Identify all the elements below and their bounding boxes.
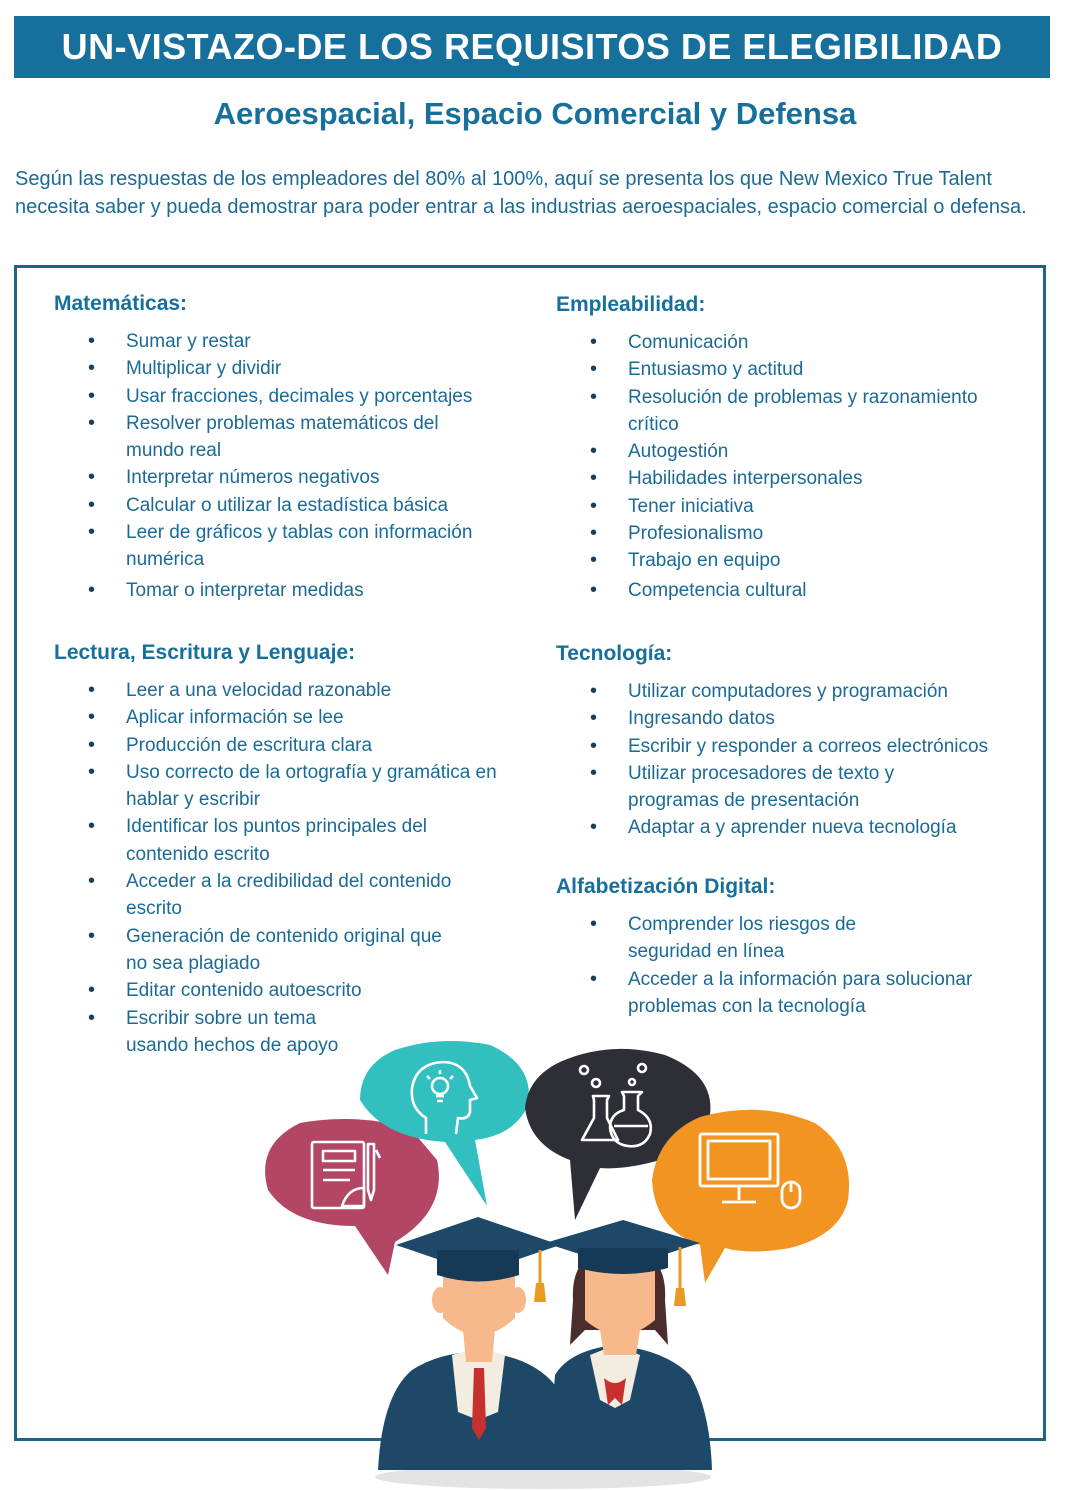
section-employability <box>556 291 1026 604</box>
section-reading-writing <box>54 639 524 1059</box>
list-item: • Competencia cultural <box>556 577 1026 604</box>
list-item: • Escribir y responder a correos electrónicos <box>556 733 1026 760</box>
list-item: • Tomar o interpretar medidas <box>54 577 524 604</box>
list-item: • Resolución de problemas y razonamiento crítico <box>556 384 1026 439</box>
bullet-list <box>556 678 1026 842</box>
section-title: Matemáticas: <box>54 292 188 315</box>
list-item: • Entusiasmo y actitud <box>556 356 1026 383</box>
list-item: • Leer de gráficos y tablas con información numérica <box>54 519 524 574</box>
page-subtitle: Aeroespacial, Espacio Comercial y Defensa <box>213 96 857 131</box>
list-item: • Uso correcto de la ortografía y gramática en hablar y escribir <box>54 759 524 814</box>
section-technology <box>556 640 1026 842</box>
list-item: • Escribir sobre un tema usando hechos de apoyo <box>54 1005 524 1060</box>
list-item: • Trabajo en equipo <box>556 547 1026 574</box>
list-item: • Generación de contenido original que no sea plagiado <box>54 923 524 978</box>
page-banner: UN-VISTAZO-DE LOS REQUISITOS DE ELEGIBILIDAD <box>14 16 1050 78</box>
section-title: Tecnología: <box>556 642 673 665</box>
list-item: • Habilidades interpersonales <box>556 465 1026 492</box>
list-item: • Producción de escritura clara <box>54 732 524 759</box>
list-item: • Adaptar a y aprender nueva tecnología <box>556 814 1026 841</box>
section-math <box>54 290 524 604</box>
speech-bubble-pink <box>265 1119 439 1275</box>
list-item: • Multiplicar y dividir <box>54 355 524 382</box>
bullet-list <box>556 911 1026 1020</box>
bullet-list <box>54 328 524 604</box>
intro-paragraph: Según las respuestas de los empleadores del 80% al 100%, aquí se presenta los que New Mexico True Talent necesita saber y pueda demostrar para poder entrar a las industrias aeroespaciales, espacio comercial o defensa. <box>15 168 1027 218</box>
list-item: • Usar fracciones, decimales y porcentajes <box>54 383 524 410</box>
list-item: • Comunicación <box>556 329 1026 356</box>
list-item: • Comprender los riesgos de seguridad en línea <box>556 911 1026 966</box>
list-item: • Sumar y restar <box>54 328 524 355</box>
section-title: Lectura, Escritura y Lenguaje: <box>54 641 356 664</box>
list-item: • Utilizar computadores y programación <box>556 678 1026 705</box>
speech-bubble-orange <box>652 1110 849 1283</box>
list-item: • Aplicar información se lee <box>54 704 524 731</box>
list-item: • Acceder a la credibilidad del contenido escrito <box>54 868 524 923</box>
list-item: • Autogestión <box>556 438 1026 465</box>
graduates-illustration <box>250 1035 870 1490</box>
list-item: • Profesionalismo <box>556 520 1026 547</box>
list-item: • Ingresando datos <box>556 705 1026 732</box>
bullet-list <box>54 677 524 1059</box>
bullet-list <box>556 329 1026 604</box>
section-title: Alfabetización Digital: <box>556 875 776 898</box>
list-item: • Calcular o utilizar la estadística básica <box>54 492 524 519</box>
list-item: • Identificar los puntos principales del contenido escrito <box>54 813 524 868</box>
list-item: • Editar contenido autoescrito <box>54 977 524 1004</box>
male-graduate-figure <box>378 1217 580 1470</box>
list-item: • Interpretar números negativos <box>54 464 524 491</box>
section-title: Empleabilidad: <box>556 293 706 316</box>
list-item: • Resolver problemas matemáticos del mundo real <box>54 410 524 465</box>
list-item: • Tener iniciativa <box>556 493 1026 520</box>
list-item: • Acceder a la información para solucionar problemas con la tecnología <box>556 966 1026 1021</box>
list-item: • Utilizar procesadores de texto y programas de presentación <box>556 760 1026 815</box>
section-digital-literacy <box>556 873 1026 1020</box>
list-item: • Leer a una velocidad razonable <box>54 677 524 704</box>
